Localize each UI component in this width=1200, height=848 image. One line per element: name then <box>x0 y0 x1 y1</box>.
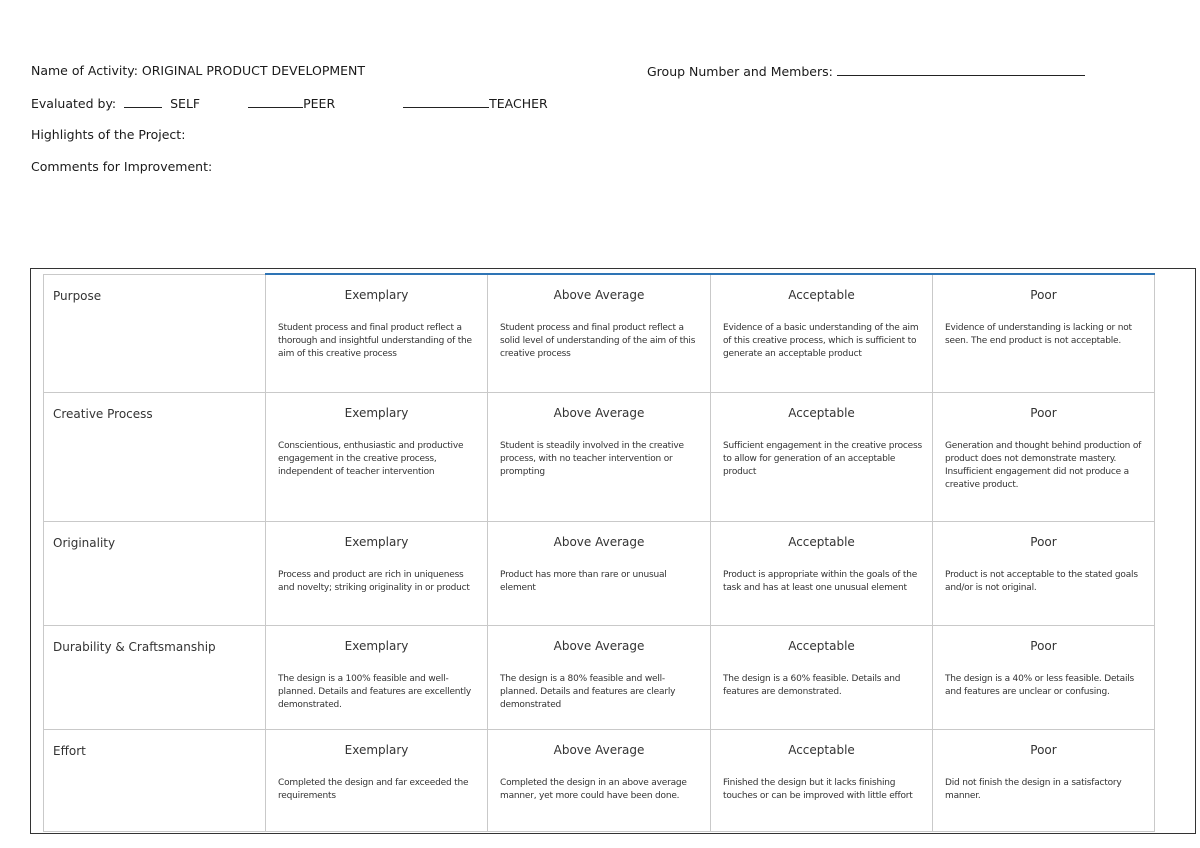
evaluated-line <box>31 95 548 111</box>
activity-label: Name of Activity: <box>31 63 138 78</box>
level-description: The design is a 100% feasible and well-planned. Details and features are excellently demonstrated. <box>278 673 472 710</box>
level-description: Finished the design but it lacks finishing touches or can be improved with little effort <box>723 777 913 801</box>
level-title: Above Average <box>553 405 645 420</box>
rubric-level-cell <box>488 625 711 729</box>
rubric-level-cell <box>933 274 1155 392</box>
evaluated-label: Evaluated by: <box>31 96 117 111</box>
rubric-level-cell <box>711 274 933 392</box>
activity-line <box>31 63 365 78</box>
teacher-label: TEACHER <box>489 96 548 111</box>
rubric-level-cell <box>933 521 1155 625</box>
self-blank[interactable] <box>124 95 162 108</box>
group-label: Group Number and Members: <box>647 64 833 79</box>
level-description: Did not finish the design in a satisfactory manner. <box>945 777 1122 801</box>
level-title: Acceptable <box>788 534 855 549</box>
rubric-level-cell <box>266 521 488 625</box>
peer-blank[interactable] <box>248 95 303 108</box>
rubric-level-cell <box>488 392 711 521</box>
level-description: The design is a 40% or less feasible. Details and features are unclear or confusing. <box>945 673 1135 697</box>
level-title: Acceptable <box>788 638 855 653</box>
rubric-level-cell <box>266 392 488 521</box>
level-description: Evidence of understanding is lacking or not seen. The end product is not acceptable. <box>945 323 1132 346</box>
level-title: Above Average <box>553 288 645 302</box>
level-description: Completed the design and far exceeded the requirements <box>278 777 469 801</box>
level-description: Product has more than rare or unusual element <box>500 569 667 593</box>
rubric-level-cell <box>266 274 488 392</box>
group-members-field[interactable] <box>837 63 1085 76</box>
peer-label: PEER <box>303 96 336 111</box>
criterion-label: Durability & Craftsmanship <box>44 625 266 729</box>
level-title: Exemplary <box>344 742 409 757</box>
criterion-label: Purpose <box>44 274 266 392</box>
comments-label: Comments for Improvement: <box>31 159 213 174</box>
rubric-level-cell <box>488 729 711 831</box>
level-title: Exemplary <box>344 405 409 420</box>
rubric-row <box>44 274 1155 392</box>
level-title: Exemplary <box>344 534 409 549</box>
level-description: Product is not acceptable to the stated goals and/or is not original. <box>945 569 1138 593</box>
level-title: Poor <box>1030 405 1057 420</box>
group-line <box>647 63 1085 79</box>
level-title: Poor <box>1030 742 1057 757</box>
level-title: Acceptable <box>788 405 855 420</box>
rubric-level-cell <box>266 625 488 729</box>
level-title: Poor <box>1030 638 1057 653</box>
rubric-level-cell <box>711 625 933 729</box>
level-title: Above Average <box>553 534 645 549</box>
level-description: The design is a 80% feasible and well-planned. Details and features are clearly demonstrated <box>500 673 676 710</box>
activity-value: ORIGINAL PRODUCT DEVELOPMENT <box>141 63 366 78</box>
rubric-level-cell <box>933 729 1155 831</box>
rubric-level-cell <box>933 625 1155 729</box>
level-title: Above Average <box>553 742 645 757</box>
level-description: Completed the design in an above average manner, yet more could have been done. <box>500 777 687 801</box>
level-description: Product is appropriate within the goals of the task and has at least one unusual element <box>723 569 918 593</box>
level-description: Student process and final product reflect a thorough and insightful understanding of the aim of this creative process <box>278 323 472 359</box>
rubric-level-cell <box>711 521 933 625</box>
level-title: Acceptable <box>788 742 855 757</box>
criterion-label: Effort <box>44 729 266 831</box>
highlights-label: Highlights of the Project: <box>31 127 186 142</box>
criterion-label: Originality <box>44 521 266 625</box>
self-label: SELF <box>170 96 201 111</box>
rubric-level-cell <box>266 729 488 831</box>
level-description: The design is a 60% feasible. Details and features are demonstrated. <box>723 673 901 697</box>
rubric-level-cell <box>488 521 711 625</box>
rubric-row <box>44 729 1155 831</box>
level-title: Exemplary <box>344 638 409 653</box>
level-title: Acceptable <box>788 288 855 302</box>
rubric-row <box>44 521 1155 625</box>
level-description: Generation and thought behind production of product does not demonstrate mastery. Insufficient engagement did not produce a creative product. <box>945 440 1142 490</box>
rubric-level-cell <box>711 729 933 831</box>
level-description: Sufficient engagement in the creative process to allow for generation of an acceptable product <box>723 440 922 477</box>
teacher-blank[interactable] <box>403 95 489 108</box>
level-title: Above Average <box>553 638 645 653</box>
rubric-table <box>43 273 1155 832</box>
rubric-row <box>44 392 1155 521</box>
level-title: Poor <box>1030 534 1057 549</box>
criterion-label: Creative Process <box>44 392 266 521</box>
level-description: Process and product are rich in uniqueness and novelty; striking originality in or product <box>278 569 470 593</box>
level-title: Poor <box>1030 288 1057 302</box>
rubric-level-cell <box>933 392 1155 521</box>
level-description: Student is steadily involved in the creative process, with no teacher intervention or prompting <box>500 440 684 477</box>
rubric-level-cell <box>488 274 711 392</box>
level-description: Conscientious, enthusiastic and productive engagement in the creative process, independent of teacher intervention <box>278 440 464 477</box>
level-description: Evidence of a basic understanding of the aim of this creative process, which is sufficient to generate an acceptable product <box>723 323 919 359</box>
rubric-level-cell <box>711 392 933 521</box>
level-title: Exemplary <box>344 288 409 302</box>
rubric-row <box>44 625 1155 729</box>
level-description: Student process and final product reflect a solid level of understanding of the aim of this creative process <box>500 323 696 359</box>
